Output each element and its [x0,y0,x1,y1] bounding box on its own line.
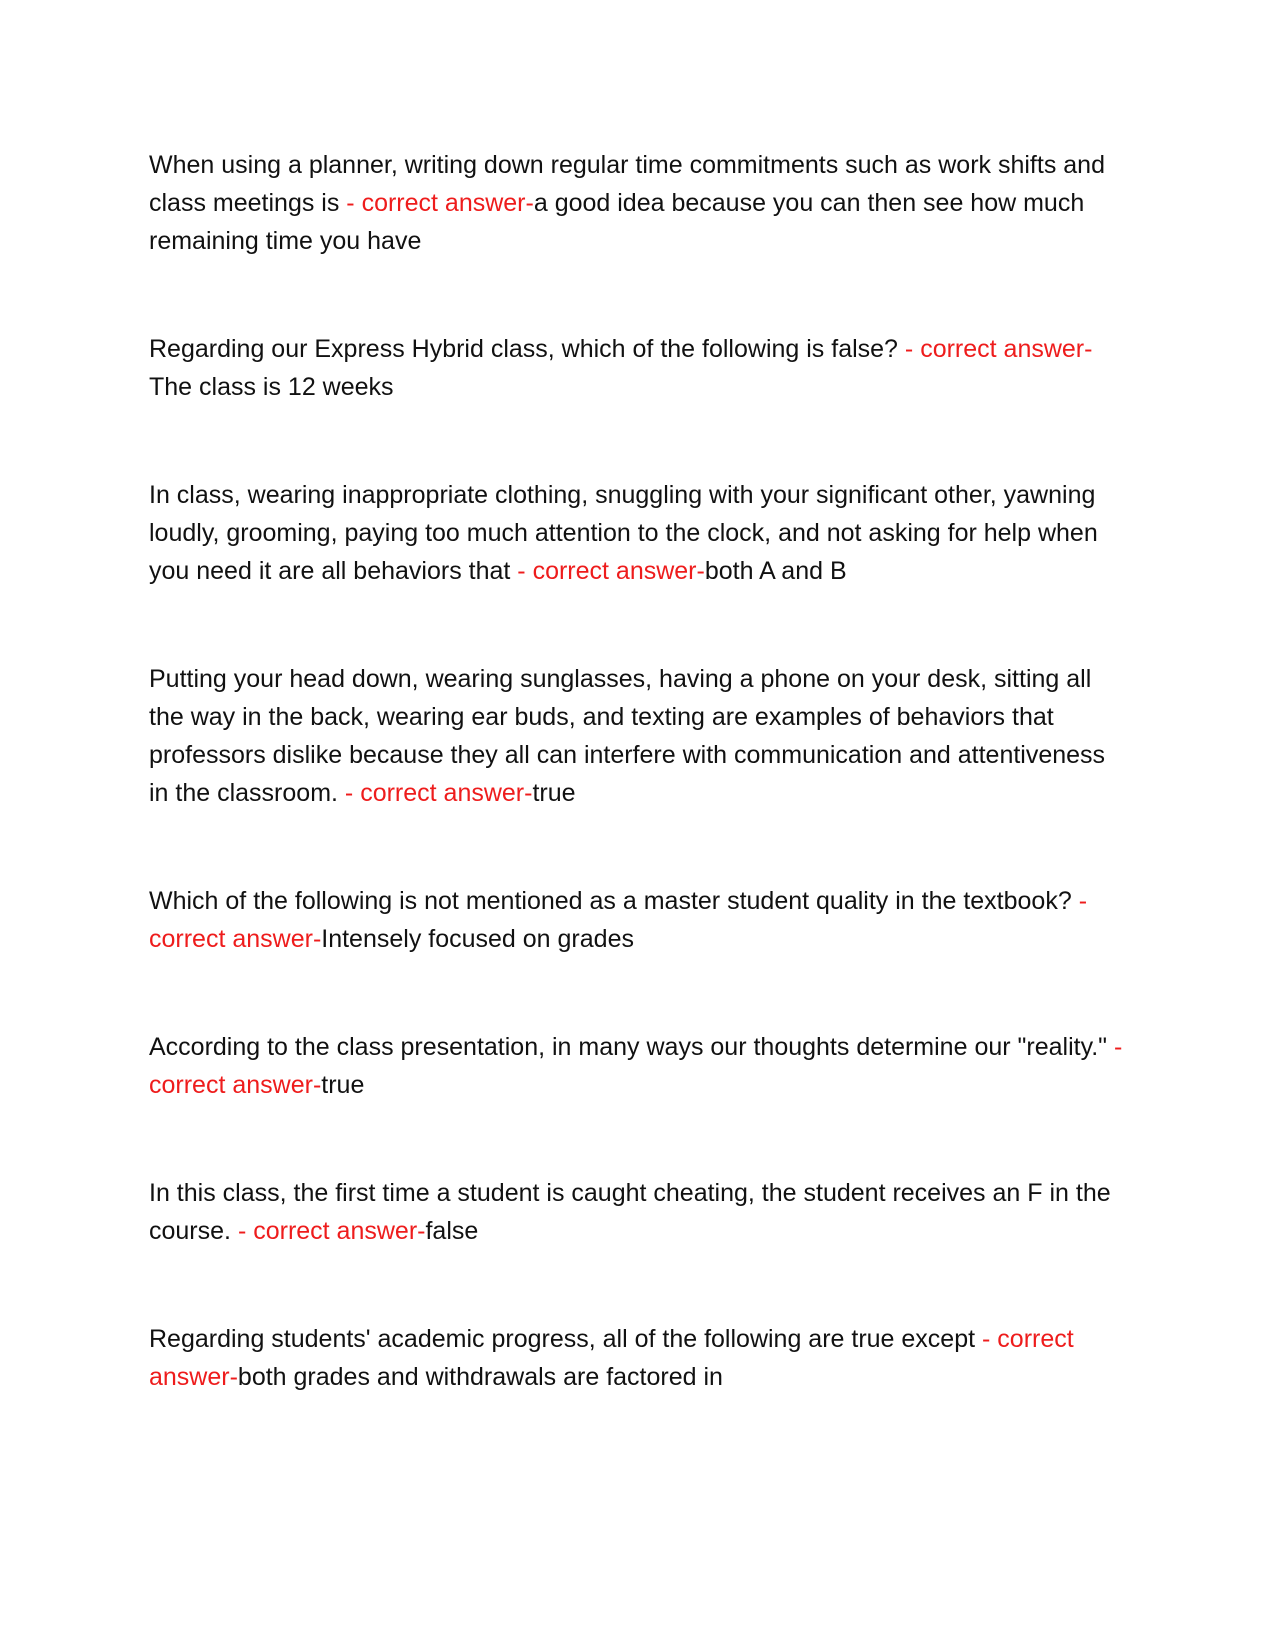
question-text: Regarding our Express Hybrid class, which of the following is false? [149,335,905,363]
answer-text: a good idea because you can then see how much remaining time you have [149,189,1085,255]
answer-text: false [425,1217,479,1245]
correct-answer-marker: - correct answer- [344,779,533,807]
answer-text: Intensely focused on grades [321,925,634,953]
correct-answer-marker: - correct answer- [346,189,534,217]
question-text: In class, wearing inappropriate clothing, snuggling with your significant other, yawning loudly, grooming, paying too much attention to the clock, and not asking for help when you need it are all behaviors that [149,481,1098,585]
qa-item-6 [149,1028,1129,1104]
answer-text: both grades and withdrawals are factored in [237,1363,723,1391]
qa-item-5 [149,882,1129,958]
answer-text: both A and B [704,557,847,585]
correct-answer-marker: - correct answer- [149,887,1088,953]
question-text: Which of the following is not mentioned as a master student quality in the textbook? [149,887,1079,915]
correct-answer-marker: - correct answer- [149,1325,1074,1391]
qa-item-2 [149,330,1129,406]
document-page [149,146,1129,1466]
correct-answer-marker: - correct answer- [904,335,1093,363]
question-text: Putting your head down, wearing sunglasses, having a phone on your desk, sitting all the way in the back, wearing ear buds, and texting are examples of behaviors that professors dislike because they all can interfere with communication and attentiveness in the classroom. [149,665,1106,807]
qa-item-7 [149,1174,1129,1250]
answer-text: true [532,779,576,807]
question-text: In this class, the first time a student is caught cheating, the student receives an F in the course. [149,1179,1111,1245]
answer-text: true [321,1071,365,1099]
answer-text: The class is 12 weeks [149,373,394,401]
question-text: According to the class presentation, in many ways our thoughts determine our "reality." [149,1033,1114,1061]
correct-answer-marker: - correct answer- [149,1033,1123,1099]
correct-answer-marker: - correct answer- [517,557,705,585]
qa-item-1 [149,146,1129,260]
correct-answer-marker: - correct answer- [237,1217,426,1245]
qa-item-3 [149,476,1129,590]
question-text: Regarding students' academic progress, all of the following are true except [149,1325,983,1353]
qa-item-4 [149,660,1129,812]
qa-item-8 [149,1320,1129,1396]
question-text: When using a planner, writing down regular time commitments such as work shifts and class meetings is [149,151,1105,217]
